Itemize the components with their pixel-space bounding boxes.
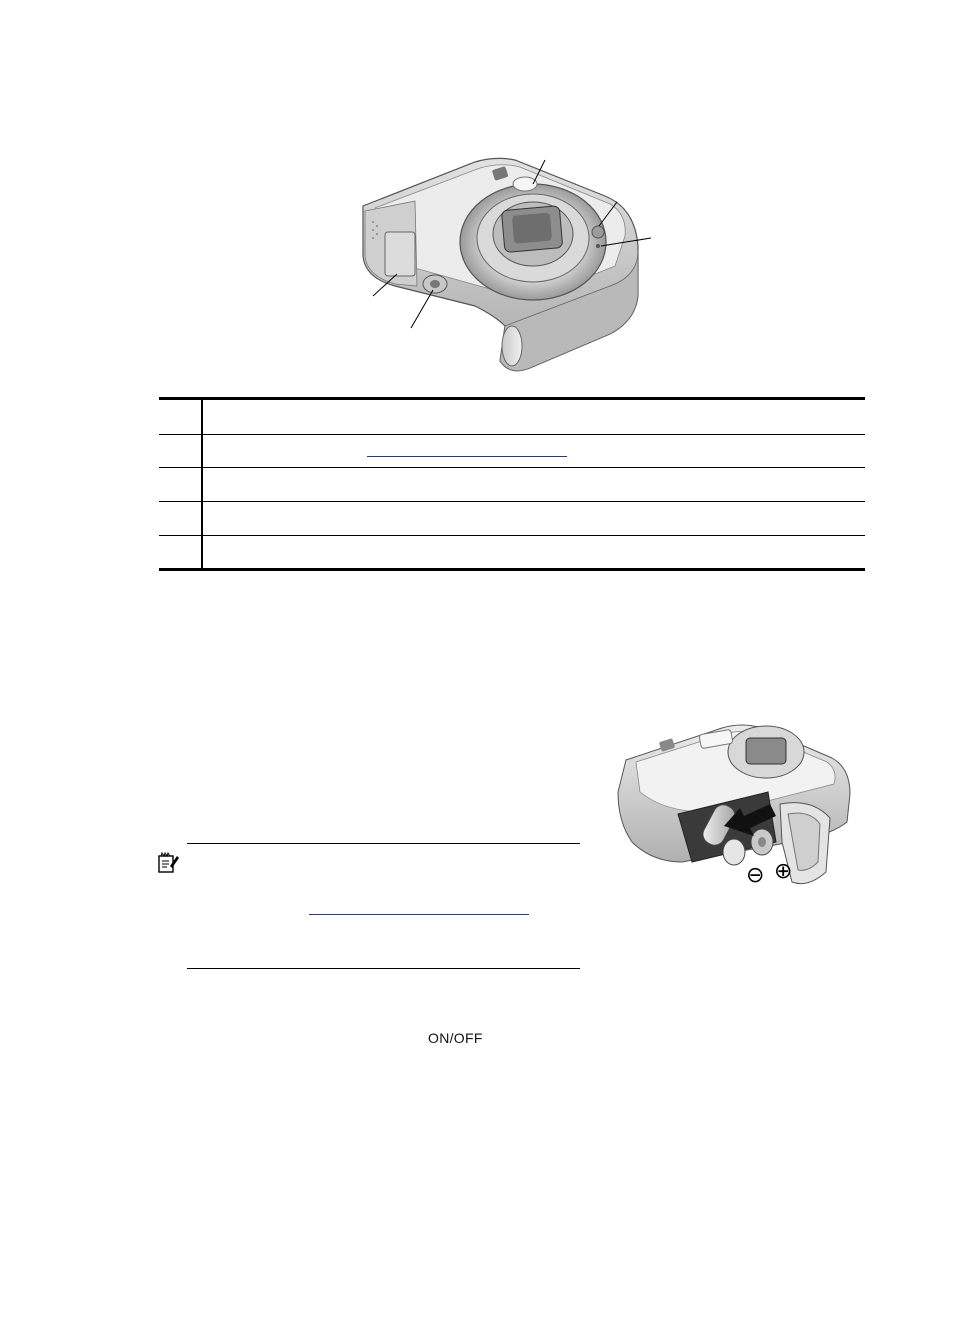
table-row-link[interactable] — [367, 456, 567, 457]
note-link[interactable] — [309, 914, 529, 915]
note-pad-icon — [157, 852, 179, 874]
note-top-rule — [187, 843, 580, 844]
onoff-button-label: ON/OFF — [428, 1030, 483, 1046]
battery-insertion-illustration — [612, 722, 858, 888]
minus-symbol: ⊖ — [746, 863, 765, 888]
plus-symbol: ⊕ — [774, 859, 793, 884]
note-bottom-rule — [187, 968, 580, 969]
camera-front-bottom-illustration — [355, 156, 655, 374]
parts-table — [159, 397, 865, 571]
